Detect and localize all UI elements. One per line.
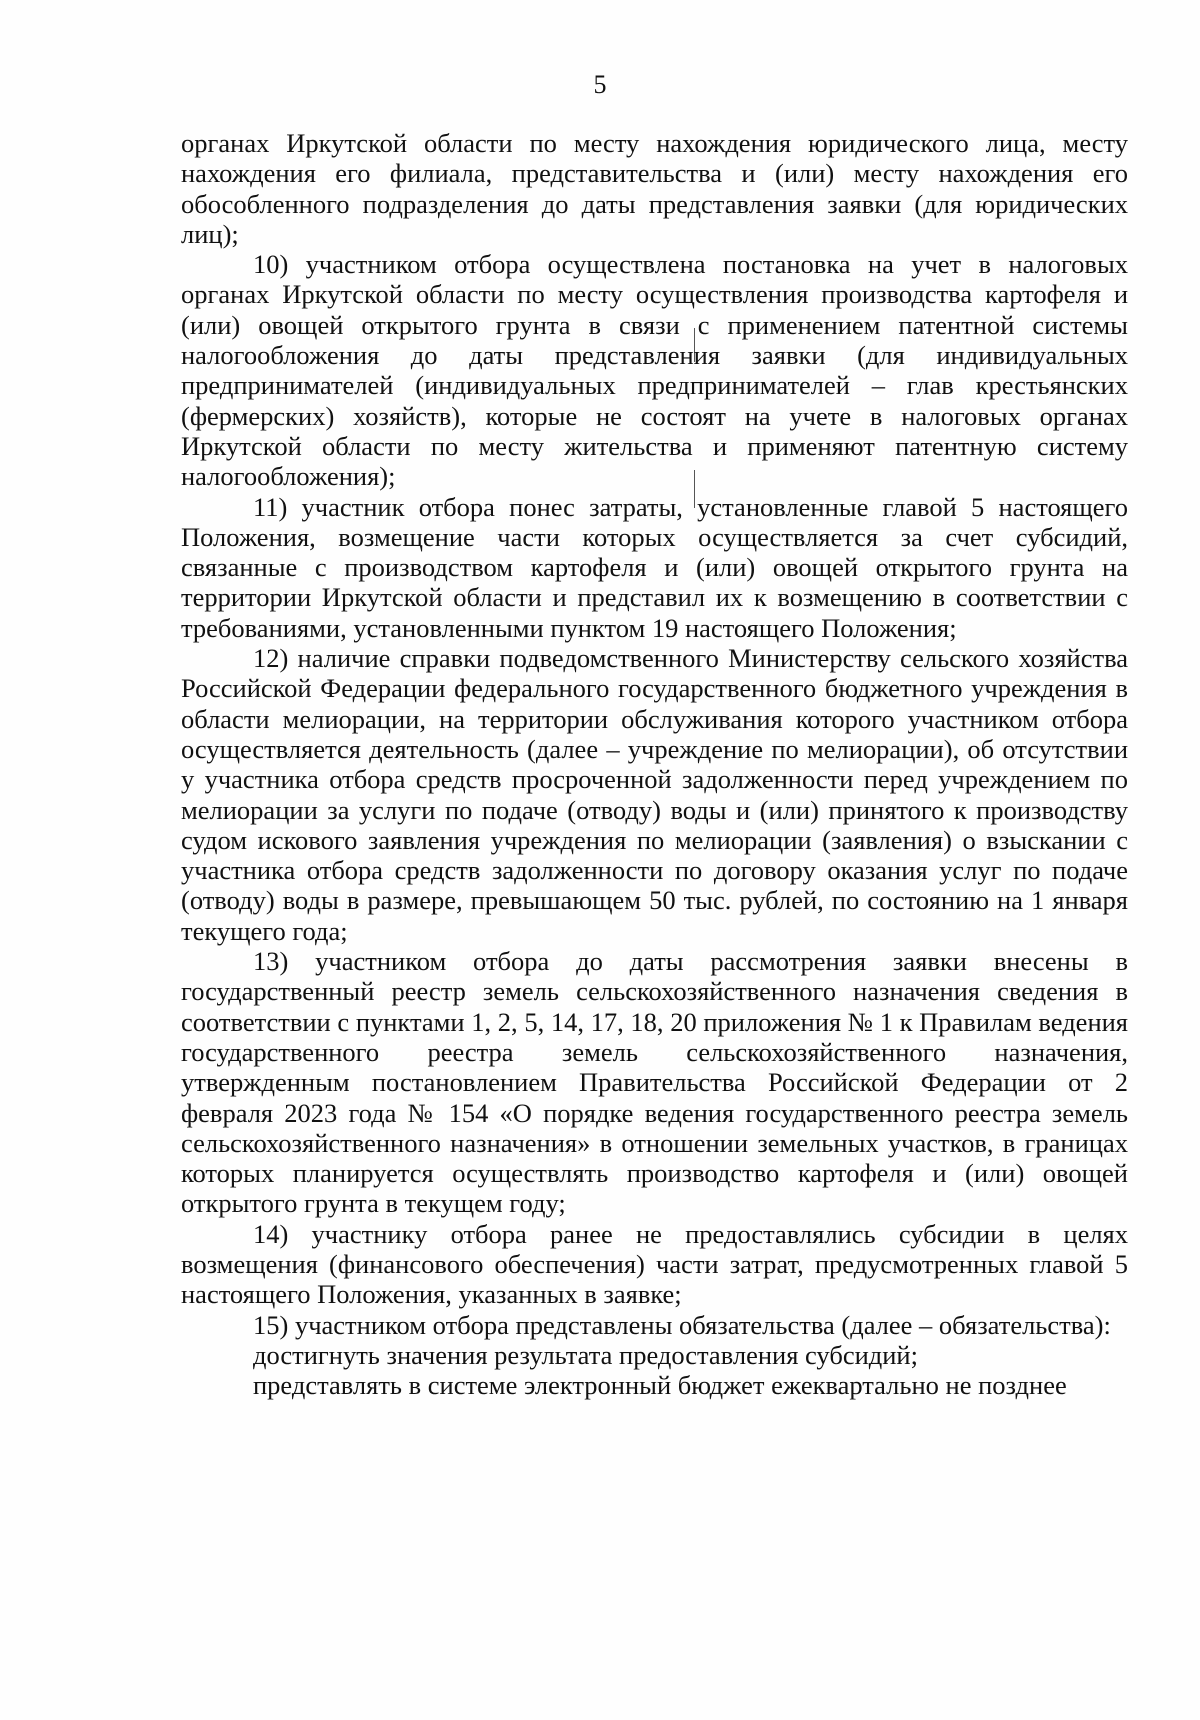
paragraph-item-10: 10) участником отбора осуществлена постановка на учет в налоговых органах Иркутской области по месту осуществления производства картофеля и (или) овощей открытого грунта в связи с применением патентной системы налогообложения до даты представления заявки (для индивидуальных предпринимателей (индивидуальных предпринимателей – глав крестьянских (фермерских) хозяйств), которые не состоят на учете в налоговых органах Иркутской области по месту жительства и применяют патентную систему налогообложения); [181,249,1128,492]
paragraph-item-15: 15) участником отбора представлены обязательства (далее – обязательства): [253,1309,1111,1340]
paragraph-continuation: органах Иркутской области по месту нахождения юридического лица, месту нахождения его филиала, представительства и (или) месту нахождения его обособленного подразделения до даты представления заявки (для юридических лиц); [181,128,1128,249]
paragraph-item-11: 11) участник отбора понес затраты, установленные главой 5 настоящего Положения, возмещение части которых осуществляется за счет субсидий, связанные с производством картофеля и (или) овощей открытого грунта на территории Иркутской области и представил их к возмещению в соответствии с требованиями, установленными пунктом 19 настоящего Положения; [181,491,1128,643]
paragraph-item-13: 13) участником отбора до даты рассмотрения заявки внесены в государственный реестр земель сельскохозяйственного назначения сведения в соответствии с пунктами 1, 2, 5, 14, 17, 18, 20 приложения № 1 к Правилам ведения государственного реестра земель сельскохозяйственного назначения, утвержденным постановлением Правительства Российской Федерации от 2 февраля 2023 года № 154 «О порядке ведения государственного реестра земель сельскохозяйственного назначения» в отношении земельных участков, в границах которых планируется осуществлять производство картофеля и (или) овощей открытого грунта в текущем году; [181,946,1128,1219]
document-body [181,128,1128,1400]
page-number: 5 [593,70,607,99]
paragraph-item-14: 14) участнику отбора ранее не предоставлялись субсидии в целях возмещения (финансового обеспечения) части затрат, предусмотренных главой 5 настоящего Положения, указанных в заявке; [181,1218,1128,1310]
paragraph-item-12: 12) наличие справки подведомственного Министерству сельского хозяйства Российской Федерации федерального государственного бюджетного учреждения в области мелиорации, на территории обслуживания которого участником отбора осуществляется деятельность (далее – учреждение по мелиорации), об отсутствии у участника отбора средств просроченной задолженности перед учреждением по мелиорации за услуги по подаче (отводу) воды и (или) принятого к производству судом искового заявления учреждения по мелиорации (заявления) о взыскании с участника отбора средств задолженности по договору оказания услуг по подаче (отводу) воды в размере, превышающем 50 тыс. рублей, по состоянию на 1 января текущего года; [181,643,1128,946]
sub-item-obligation-1: достигнуть значения результата предоставления субсидий; [253,1339,918,1370]
sub-item-obligation-2: представлять в системе электронный бюджет ежеквартально не позднее [253,1370,1067,1401]
